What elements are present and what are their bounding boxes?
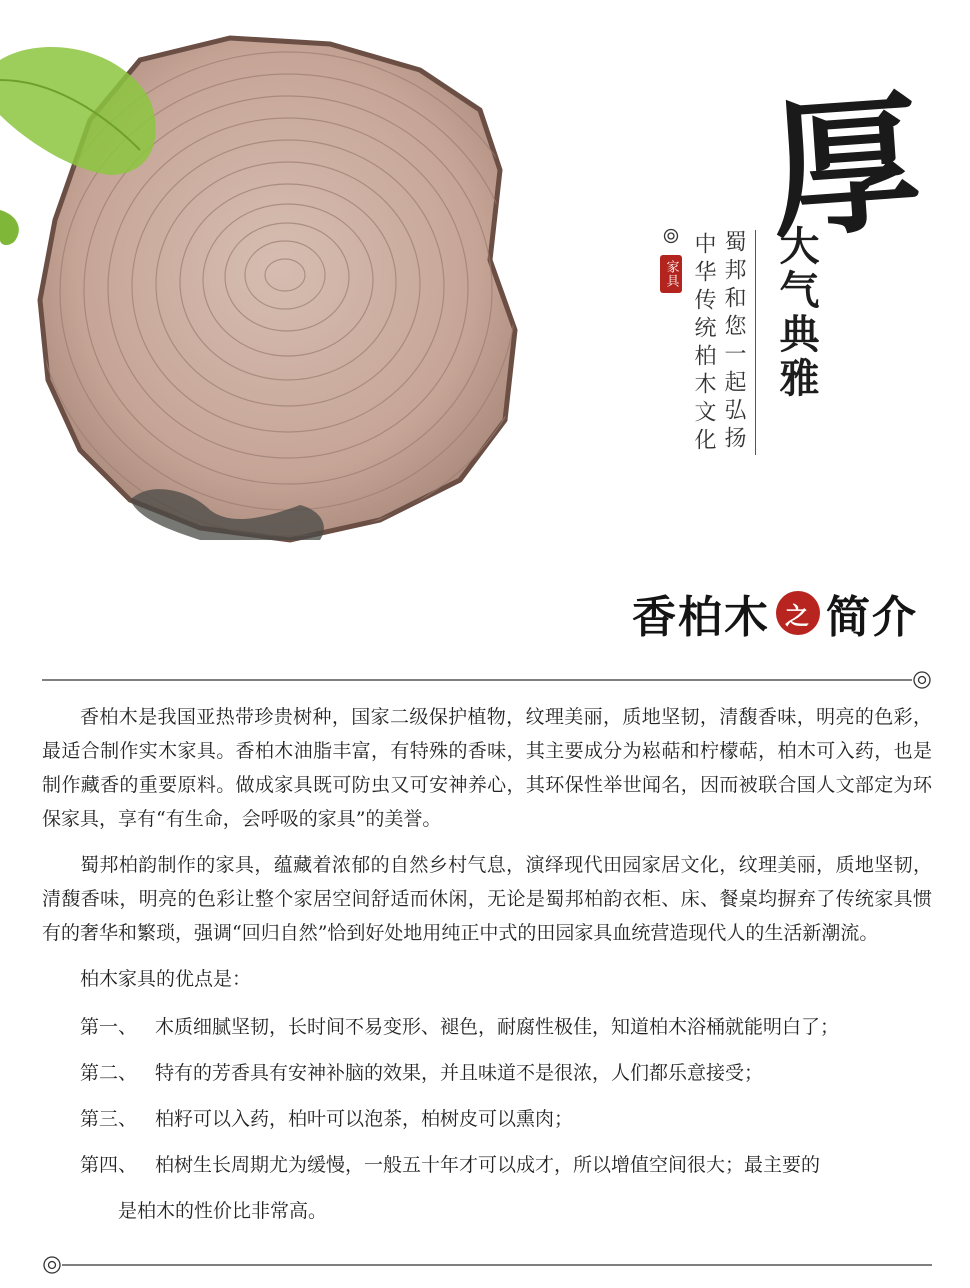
advantage-number: 第二、 bbox=[80, 1062, 138, 1084]
advantage-item bbox=[42, 1102, 932, 1136]
advantage-text: 柏籽可以入药，柏叶可以泡茶，柏树皮可以熏肉； bbox=[155, 1108, 574, 1130]
section-title bbox=[632, 578, 918, 648]
hero-banner bbox=[0, 0, 970, 560]
top-divider bbox=[42, 670, 932, 690]
hero-tagline: 大气典雅 bbox=[773, 225, 820, 401]
advantage-number: 第一、 bbox=[80, 1016, 138, 1038]
intro-paragraph-2: 蜀邦柏韵制作的家具，蕴藏着浓郁的自然乡村气息，演绎现代田园家居文化，纹理美丽，质地坚韧，清馥香味，明亮的色彩让整个家居空间舒适而休闲，无论是蜀邦柏韵衣柜、床、餐桌均摒弃了传统家具惯有的奢华和繁琐，强调“回归自然”恰到好处地用纯正中式的田园家具血统营造现代人的生活新潮流。 bbox=[42, 854, 932, 944]
advantage-text: 特有的芳香具有安神补脑的效果，并且味道不是很浓，人们都乐意接受； bbox=[155, 1062, 764, 1084]
hero-slogan-line1: 蜀邦和您一起弘扬 bbox=[721, 230, 746, 454]
advantage-number: 第四、 bbox=[80, 1154, 138, 1176]
section-title-connector-badge: 之 bbox=[776, 591, 820, 635]
section-title-part1: 香柏木 bbox=[632, 592, 770, 643]
hero-vertical-divider bbox=[755, 230, 756, 455]
ring-icon bbox=[663, 228, 679, 244]
intro-content bbox=[42, 700, 932, 1240]
advantage-continuation: 是柏木的性价比非常高。 bbox=[118, 1200, 328, 1222]
wood-slice-image bbox=[0, 0, 640, 560]
advantage-item bbox=[42, 1148, 932, 1182]
advantage-text: 柏树生长周期尤为缓慢，一般五十年才可以成才，所以增值空间很大；最主要的 bbox=[155, 1154, 821, 1176]
bottom-divider bbox=[42, 1255, 932, 1275]
section-title-part2: 简介 bbox=[826, 592, 918, 643]
hero-big-character: 厚 bbox=[764, 73, 926, 261]
seal-stamp: 家具 bbox=[660, 255, 682, 293]
advantages-lead: 柏木家具的优点是： bbox=[80, 968, 252, 990]
intro-paragraph-1: 香柏木是我国亚热带珍贵树种，国家二级保护植物，纹理美丽，质地坚韧，清馥香味，明亮的色彩，最适合制作实木家具。香柏木油脂丰富，有特殊的香味，其主要成分为崧萜和柠檬萜，柏木可入药，也是制作藏香的重要原料。做成家具既可防虫又可安神养心，其环保性举世闻名，因而被联合国人文部定为环保家具，享有“有生命，会呼吸的家具”的美誉。 bbox=[42, 706, 932, 830]
hero-slogan-line2: 中华传统柏木文化 bbox=[691, 232, 716, 456]
advantage-number: 第三、 bbox=[80, 1108, 138, 1130]
advantage-item bbox=[42, 1056, 932, 1090]
advantage-text: 木质细腻坚韧，长时间不易变形、褪色，耐腐性极佳，知道柏木浴桶就能明白了； bbox=[155, 1016, 840, 1038]
advantage-item bbox=[42, 1010, 932, 1044]
